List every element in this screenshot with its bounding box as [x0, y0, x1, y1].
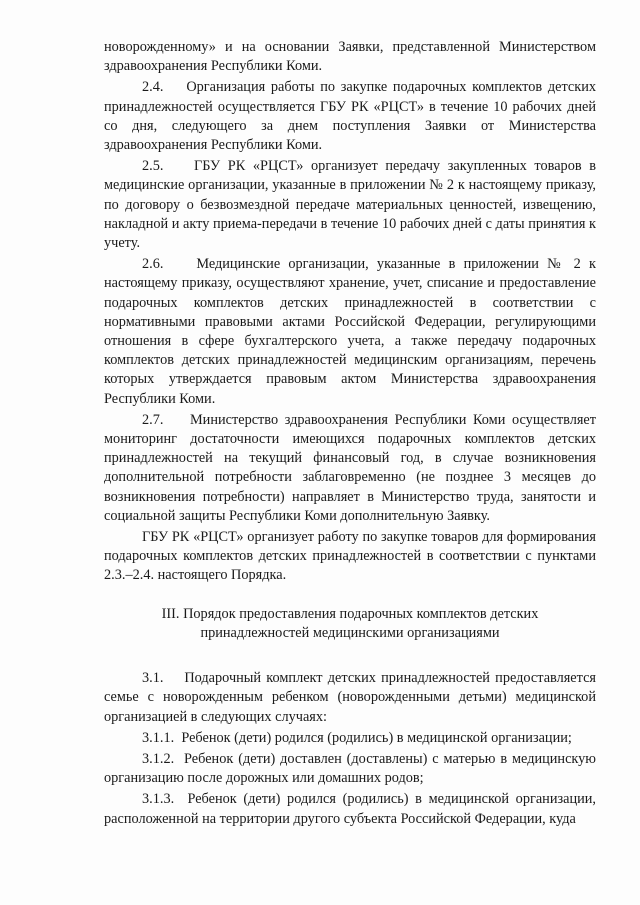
- paragraph-gbu-procurement: ГБУ РК «РЦСТ» организует работу по закупке товаров для формирования подарочных комплектов детских принадлежностей в соответствии с пунктами 2.3.–2.4. настоящего Порядка.: [104, 529, 596, 584]
- paragraph-3-1: 3.1. Подарочный комплект детских принадлежностей предоставляется семье с новорожденным ребенком (новорожденными детьми) медицинской организацией в следующих случаях:: [104, 670, 596, 725]
- paragraph-3-1-2: 3.1.2. Ребенок (дети) доставлен (доставлены) с матерью в медицинскую организацию после дорожных или домашних родов;: [104, 750, 596, 787]
- paragraph-3-1-1: 3.1.1. Ребенок (дети) родился (родились) в медицинской организации;: [142, 729, 572, 746]
- paragraph-2-6: 2.6. Медицинские организации, указанные в приложении № 2 к настоящему приказу, осуществляют хранение, учет, списание и предоставление подарочных комплектов детских принадлежностей в соответствии с нормативными правовыми актами Российской Федерации, регулирующими отношения в сфере бухгалтерского учета, а также передачу подарочных комплектов детских принадлежностей медицинским организациям, перечень которых утверждается правовым актом Министерства здравоохранения Республики Коми.: [104, 256, 596, 407]
- paragraph-2-4: 2.4. Организация работы по закупке подарочных комплектов детских принадлежностей осуществляется ГБУ РК «РЦСТ» в течение 10 рабочих дней со дня, следующего за днем поступления Заявки от Министерства здравоохранения Республики Коми.: [104, 79, 596, 154]
- paragraph-2-7: 2.7. Министерство здравоохранения Республики Коми осуществляет мониторинг достаточности имеющихся подарочных комплектов детских принадлежностей на текущий финансовый год, в случае возникновения дополнительной потребности заблаговременно (не позднее 3 месяцев до возникновения потребности) направляет в Министерство труда, занятости и социальной защиты Республики Коми дополнительную Заявку.: [104, 411, 596, 524]
- paragraph-continuation: новорожденному» и на основании Заявки, представленной Министерством здравоохранения Республики Коми.: [104, 39, 596, 75]
- paragraph-2-5: 2.5. ГБУ РК «РЦСТ» организует передачу закупленных товаров в медицинские организации, указанные в приложении № 2 к настоящему приказу, по договору о безвозмездной передаче материальных ценностей, извещению, накладной и акту приема-передачи в течение 10 рабочих дней с даты принятия к учету.: [104, 158, 596, 252]
- section-3-heading: III. Порядок предоставления подарочных комплектов детских принадлежностей медицинскими организациями: [161, 605, 539, 641]
- document-body: [104, 38, 596, 829]
- paragraph-3-1-3: 3.1.3. Ребенок (дети) родился (родились) в медицинской организации, расположенной на территории другого субъекта Российской Федерации, куда: [104, 791, 596, 827]
